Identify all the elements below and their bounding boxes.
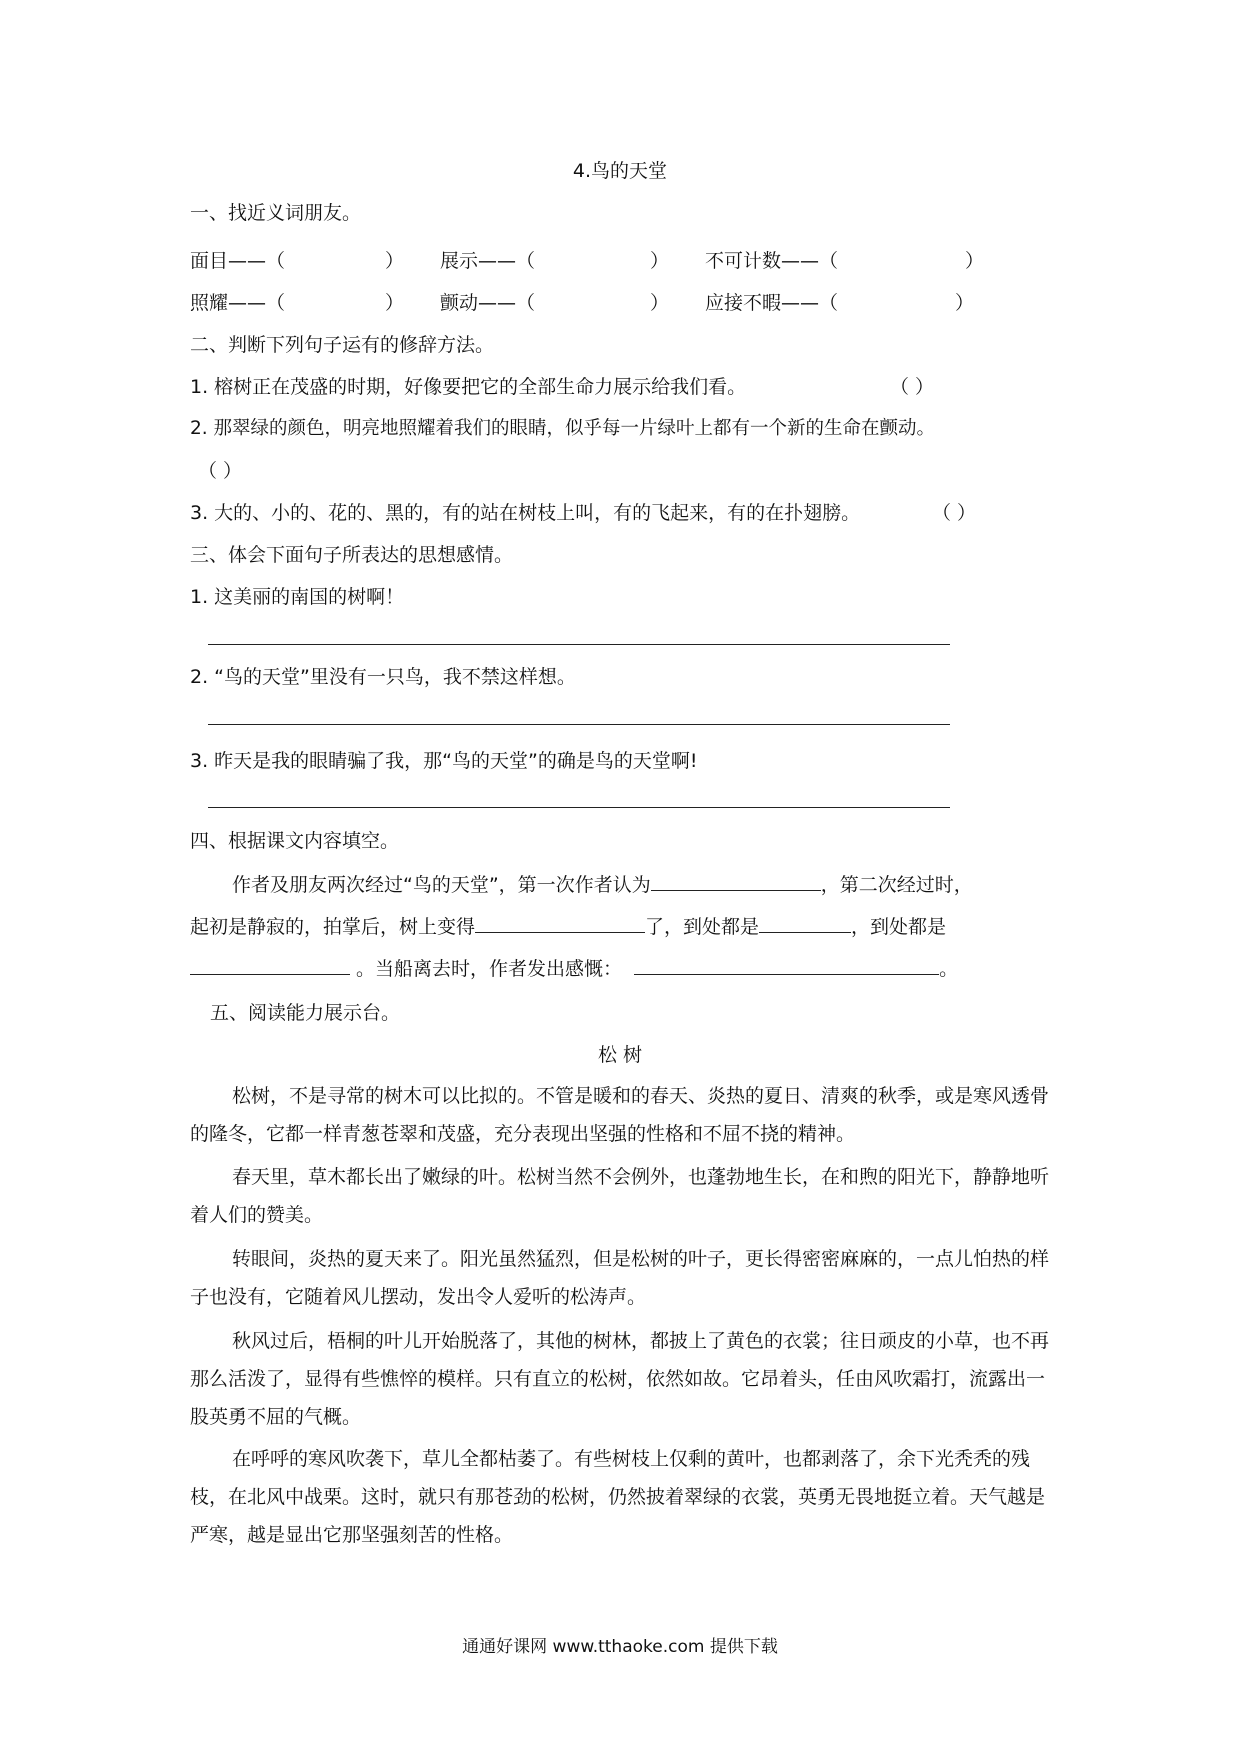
answer-paren: （ ） <box>890 376 935 398</box>
fill-text <box>232 870 973 897</box>
question-text: 2. “鸟的天堂”里没有一只鸟，我不禁这样想。 <box>190 666 576 688</box>
fill-blank[interactable] <box>475 914 645 933</box>
section5-heading: 五、阅读能力展示台。 <box>210 1002 401 1024</box>
synonym-paren-close: ） <box>965 250 985 272</box>
passage-paragraph: 春天里，草木都长出了嫩绿的叶。松树当然不会例外，也蓬勃地生长，在和煦的阳光下，静静地听着人们的赞美。 <box>190 1166 1050 1226</box>
question-text: 1. 榕树正在茂盛的时期，好像要把它的全部生命力展示给我们看。 <box>190 376 747 398</box>
passage-paragraph: 转眼间，炎热的夏天来了。阳光虽然猛烈，但是松树的叶子，更长得密密麻麻的，一点儿怕热的样子也没有，它随着风儿摆动，发出令人爱听的松涛声。 <box>190 1248 1050 1308</box>
synonym-item: 应接不暇——（ <box>705 292 839 314</box>
page-title: 4.鸟的天堂 <box>572 160 668 182</box>
section4-heading: 四、根据课文内容填空。 <box>190 830 400 852</box>
section1-heading: 一、找近义词朋友。 <box>190 202 362 224</box>
passage-paragraph: 松树，不是寻常的树木可以比拟的。不管是暖和的春天、炎热的夏日、清爽的秋季，或是寒风透骨的隆冬，它都一样青葱苍翠和茂盛，充分表现出坚强的性格和不屈不挠的精神。 <box>190 1085 1050 1145</box>
passage-title: 松 树 <box>597 1044 643 1066</box>
synonym-paren-close: ） <box>385 250 405 272</box>
section2-heading: 二、判断下列句子运有的修辞方法。 <box>190 334 495 356</box>
answer-paren: （ ） <box>198 460 243 482</box>
fill-blank[interactable] <box>759 914 851 933</box>
synonym-item: 颤动——（ <box>440 292 536 314</box>
passage-paragraph: 秋风过后，梧桐的叶儿开始脱落了，其他的树林，都披上了黄色的衣裳；往日顽皮的小草，也不再那么活泼了，显得有些憔悴的模样。只有直立的松树，依然如故。它昂着头，任由风吹霜打，流露出一股英勇不屈的气概。 <box>190 1330 1050 1428</box>
fill-text-part: 作者及朋友两次经过“鸟的天堂”，第一次作者认为 <box>232 874 651 896</box>
fill-text-part: 了，到处都是 <box>645 916 760 938</box>
question-text: 2. 那翠绿的颜色，明亮地照耀着我们的眼睛，似乎每一片绿叶上都有一个新的生命在颤动。 <box>190 418 936 439</box>
synonym-item: 展示——（ <box>440 250 536 272</box>
answer-paren: （ ） <box>932 502 977 524</box>
fill-text-part: ，到处都是 <box>851 916 947 938</box>
fill-text <box>190 954 958 981</box>
answer-line[interactable] <box>208 724 950 725</box>
footer-source: 通通好课网 www.tthaoke.com 提供下载 <box>462 1637 778 1657</box>
question-text: 3. 大的、小的、花的、黑的，有的站在树枝上叫，有的飞起来，有的在扑翅膀。 <box>190 502 861 524</box>
fill-blank[interactable] <box>190 956 350 975</box>
synonym-item: 不可计数——（ <box>705 250 839 272</box>
fill-text-part: 起初是静寂的，拍掌后，树上变得 <box>190 916 476 938</box>
question-text: 1. 这美丽的南国的树啊！ <box>190 586 405 608</box>
fill-blank[interactable] <box>651 872 821 891</box>
section3-heading: 三、体会下面句子所表达的思想感情。 <box>190 544 514 566</box>
synonym-paren-close: ） <box>650 250 670 272</box>
passage-paragraph: 在呼呼的寒风吹袭下，草儿全都枯萎了。有些树枝上仅剩的黄叶，也都剥落了，余下光秃秃的残枝，在北风中战栗。这时，就只有那苍劲的松树，仍然披着翠绿的衣裳，英勇无畏地挺立着。天气越是严寒，越是显出它那坚强刻苦的性格。 <box>190 1448 1046 1546</box>
fill-text-part: 。当船离去时，作者发出感慨： <box>356 958 623 980</box>
answer-line[interactable] <box>208 807 950 808</box>
synonym-item: 照耀——（ <box>190 292 286 314</box>
answer-line[interactable] <box>208 644 950 645</box>
fill-text-part: ，第二次经过时， <box>820 874 973 896</box>
question-text: 3. 昨天是我的眼睛骗了我，那“鸟的天堂”的确是鸟的天堂啊! <box>190 750 698 772</box>
synonym-item: 面目——（ <box>190 250 286 272</box>
fill-blank[interactable] <box>634 956 939 975</box>
synonym-paren-close: ） <box>385 292 405 314</box>
synonym-paren-close: ） <box>955 292 975 314</box>
fill-text <box>190 912 946 939</box>
fill-text-part: 。 <box>939 958 959 980</box>
synonym-paren-close: ） <box>650 292 670 314</box>
